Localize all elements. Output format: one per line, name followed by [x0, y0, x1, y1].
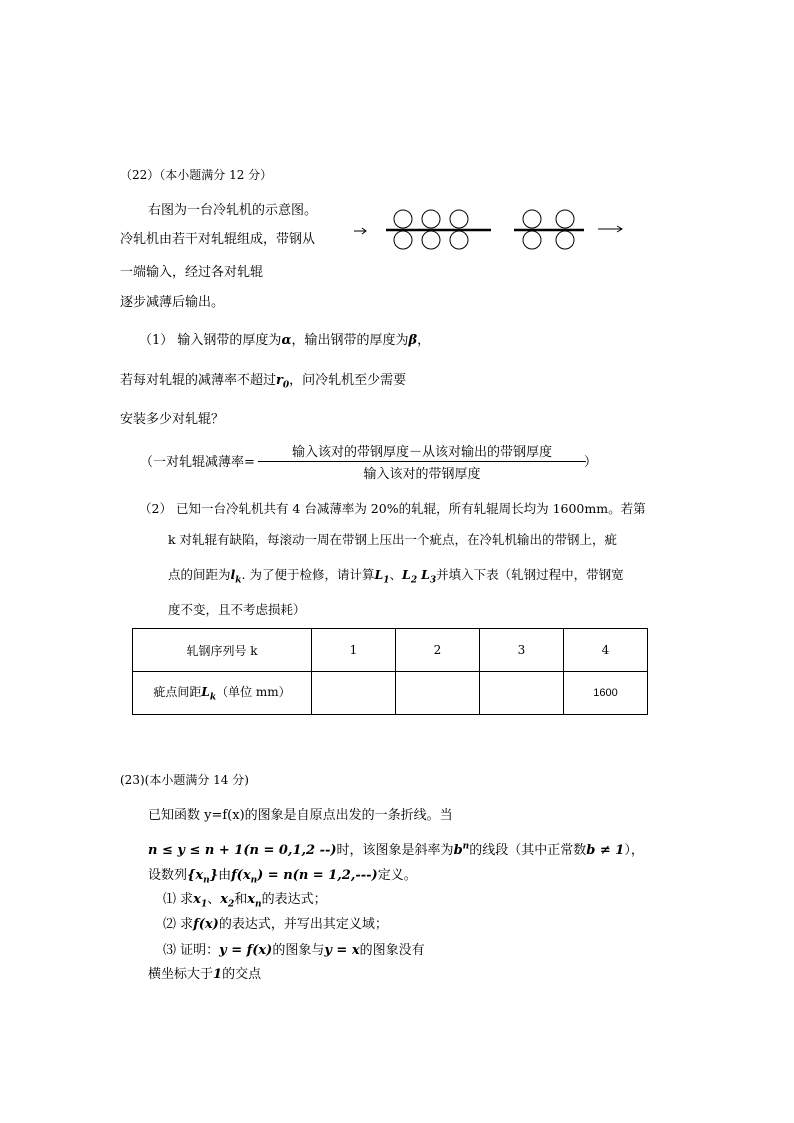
rolling-mill-diagram — [352, 205, 632, 253]
table-row — [133, 629, 648, 672]
sub3-b: 的图象与 — [272, 943, 325, 958]
xn-symbol: x — [247, 892, 256, 907]
L1-subscript: 1 — [383, 575, 390, 586]
table-row-label — [133, 672, 312, 715]
b-condition: b ≠ 1 — [586, 843, 625, 858]
q23-header: (23)(本小题满分 14 分) — [120, 773, 249, 787]
q22-part1-text-b: ，输出钢带的厚度为 — [291, 333, 409, 348]
q22-header: （22）（本小题满分 12 分） — [120, 168, 273, 182]
table-col-header: 2 — [396, 629, 480, 672]
q22-part2-line3-b: . 为了便于检修，请计算 — [241, 567, 375, 582]
r0-symbol: r — [276, 373, 283, 388]
table-col-header: 4 — [564, 629, 648, 672]
q22-part2-label: （2） — [139, 501, 172, 516]
range-condition: n ≤ y ≤ n + 1(n = 0,1,2 --) — [148, 843, 337, 858]
q23-line2 — [148, 839, 644, 858]
seq-end: } — [209, 868, 219, 883]
sub1-label: ⑴ — [163, 892, 177, 907]
formula-suffix: ） — [584, 455, 598, 470]
seq-subscript: n — [203, 875, 210, 886]
q22-part2-line3-c: 并填入下表（轧钢过程中，带钢宽 — [436, 567, 624, 582]
q23-line2-c: ）， — [624, 843, 644, 858]
sub2-a: 求 — [180, 917, 194, 932]
sub1-b: 和 — [234, 892, 248, 907]
eq1-symbol: y = f(x) — [219, 943, 273, 958]
L3-subscript: 3 — [429, 575, 437, 586]
q22-part1-text-a: 输入钢带的厚度为 — [177, 333, 282, 348]
table-cell: 1600 — [564, 672, 648, 715]
q23-line3-a: 设数列 — [148, 868, 188, 883]
q22-part1-label: （1） — [139, 333, 174, 348]
q22-part1-text-c: ， — [417, 333, 431, 348]
fraction-bar — [258, 461, 586, 462]
q22-intro-line3: 一端输入，经过各对轧辊 — [120, 265, 264, 280]
Lk-symbol: L — [201, 685, 210, 700]
q23-line3-c: 定义。 — [377, 868, 417, 883]
arrow-in-icon — [354, 228, 366, 234]
q22-part1-line2 — [120, 369, 406, 391]
Lk-subscript: k — [209, 692, 217, 703]
q22-part2-line3 — [168, 565, 624, 586]
row-label-unit: （单位 mm） — [216, 685, 291, 700]
q23-sub3 — [163, 939, 425, 958]
L2-subscript: 2 — [410, 575, 418, 586]
q23-line1: 已知函数 y=f(x)的图象是自原点出发的一条折线。当 — [148, 808, 453, 823]
r0-subscript: 0 — [282, 380, 290, 391]
q22-part2-line1 — [139, 499, 646, 517]
eq2-symbol: y = x — [324, 943, 360, 958]
lk-subscript: k — [235, 575, 242, 586]
table-row — [133, 672, 648, 715]
last-b: 的交点 — [222, 967, 262, 982]
x1-subscript: 1 — [200, 899, 208, 910]
sub1-c: 的表达式； — [261, 892, 327, 907]
last-a: 横坐标大于 — [148, 967, 214, 982]
sub1-a: 求 — [180, 892, 194, 907]
defect-spacing-table — [132, 628, 648, 715]
sub2-label: ⑵ — [163, 917, 177, 932]
def-symbol: f(x — [231, 868, 251, 883]
sub3-label: ⑶ — [163, 943, 177, 958]
formula-fraction — [258, 441, 586, 482]
q22-intro-line4: 逐步减薄后输出。 — [120, 295, 225, 310]
q22-part1-line1 — [139, 329, 430, 348]
fx-symbol: f(x) — [193, 917, 219, 932]
q23-line2-a: 时，该图象是斜率为 — [336, 843, 454, 858]
bn-symbol: b — [453, 843, 463, 858]
formula-prefix: （一对轧辊减薄率= — [140, 455, 255, 470]
table-cell — [312, 672, 396, 715]
q23-line-last — [148, 963, 261, 982]
table-cell — [480, 672, 564, 715]
lk-symbol: l — [230, 567, 236, 582]
def-end: ) = n(n = 1,2,---) — [257, 868, 378, 883]
bn-superscript: n — [462, 841, 470, 852]
q22-part2-line3-a: 点的间距为 — [168, 567, 231, 582]
sub3-c: 的图象没有 — [359, 943, 425, 958]
table-col-header: 3 — [480, 629, 564, 672]
q23-line3 — [148, 864, 417, 886]
table-col-header: 1 — [312, 629, 396, 672]
q22-part1-line2-a: 若每对轧辊的减薄率不超过 — [120, 373, 277, 388]
q22-intro-line1: 右图为一台冷轧机的示意图。 — [148, 203, 318, 218]
L3-symbol: L — [421, 567, 430, 582]
table-header-cell: 轧钢序列号 k — [133, 629, 312, 672]
formula-numerator: 输入该对的带钢厚度－从该对输出的带钢厚度 — [291, 445, 552, 460]
q22-part1-line2-b: ，问冷轧机至少需要 — [289, 373, 407, 388]
q23-sub2 — [163, 913, 388, 932]
x2-symbol: x — [220, 892, 228, 907]
q22-part2-line2: k 对轧辊有缺陷，每滚动一周在带钢上压出一个疵点，在冷轧机输出的带钢上，疵 — [168, 532, 618, 547]
q23-line2-b: 的线段（其中正常数 — [469, 843, 587, 858]
L2-symbol: L — [402, 567, 411, 582]
beta-symbol: β — [408, 333, 418, 348]
q23-line3-b: 由 — [218, 868, 232, 883]
q22-part2-line4: 度不变，且不考虑损耗） — [168, 602, 306, 617]
q22-part2-text1: 已知一台冷轧机共有 4 台减薄率为 20%的轧辊，所有轧辊周长均为 1600mm。若第 — [175, 501, 646, 516]
xn-subscript: n — [255, 899, 262, 910]
table-cell — [396, 672, 480, 715]
seq-symbol: {x — [187, 868, 204, 883]
q23-sub1 — [163, 888, 327, 910]
sub2-b: 的表达式，并写出其定义域； — [218, 917, 388, 932]
arrow-out-icon — [598, 226, 622, 232]
one-symbol: 1 — [213, 967, 223, 982]
formula-denominator: 输入该对的带钢厚度 — [363, 467, 481, 482]
q22-intro-line2: 冷轧机由若干对轧辊组成，带钢从 — [120, 232, 316, 247]
q22-part1-line3: 安装多少对轧辊？ — [120, 412, 225, 427]
x2-subscript: 2 — [227, 899, 235, 910]
L1-symbol: L — [374, 567, 384, 582]
row-label-text: 疵点间距 — [153, 685, 202, 700]
x1-symbol: x — [193, 892, 201, 907]
def-subscript: n — [250, 875, 258, 886]
alpha-symbol: α — [281, 333, 292, 348]
sub3-a: 证明： — [180, 943, 220, 958]
q22-part2-sep: 、 — [389, 567, 403, 582]
sub1-sep: 、 — [207, 892, 221, 907]
